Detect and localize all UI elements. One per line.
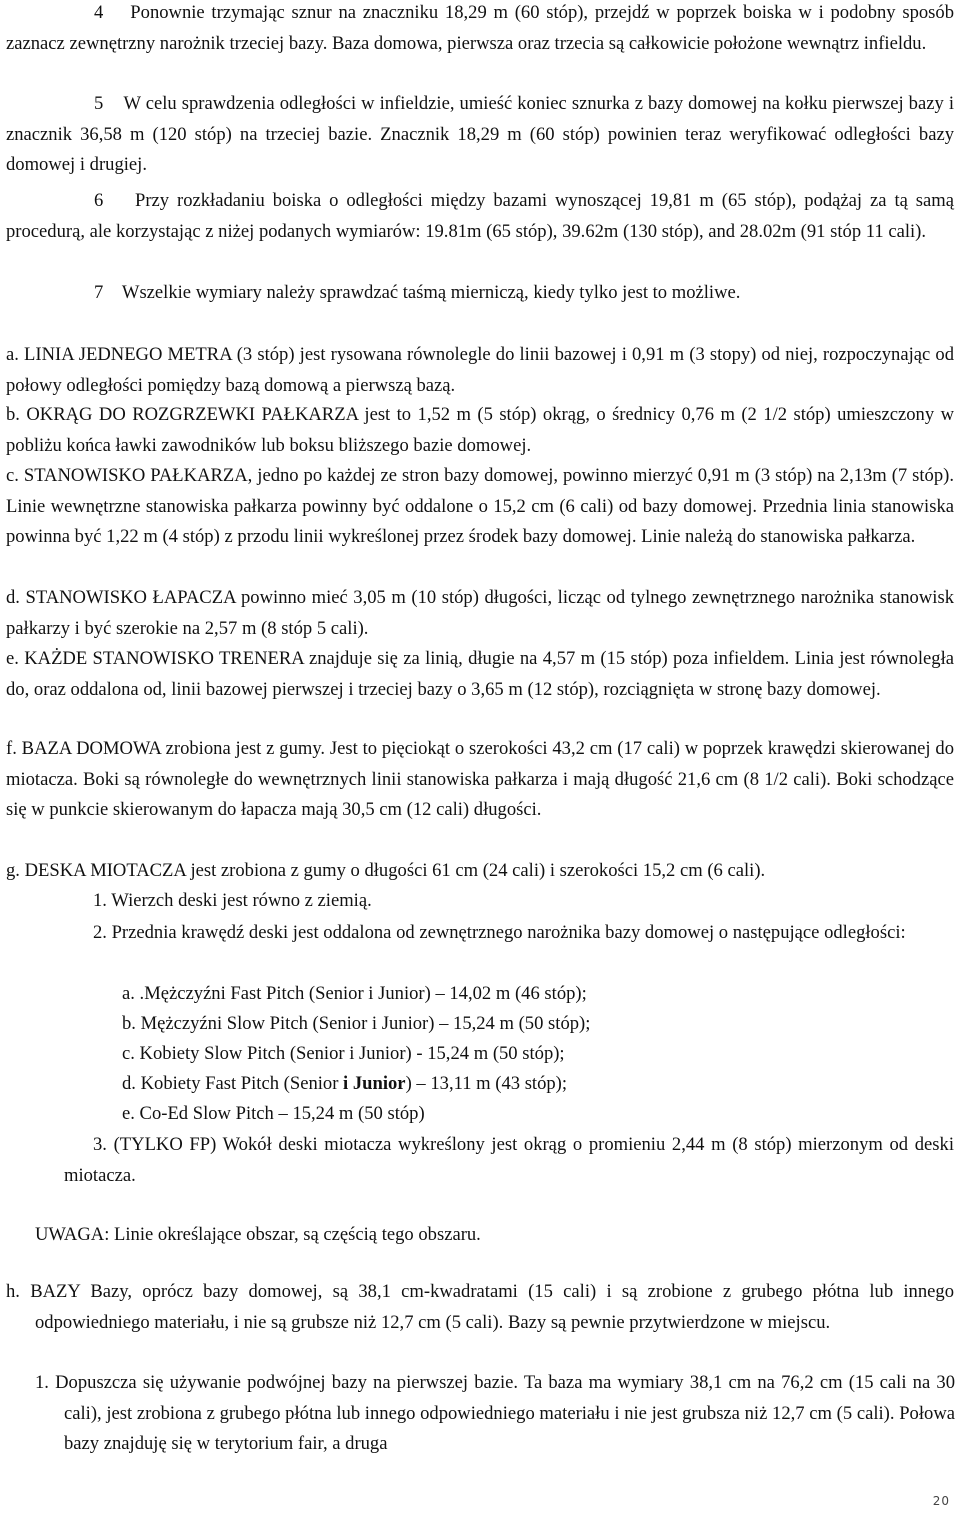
paragraph-step-4: 4 Ponownie trzymając sznur na znaczniku 18,29 m (60 stóp), przejdź w poprzek boiska w i podobny sposób zaznacz zewnętrzny narożnik trzeciej bazy. Baza domowa, pierwsza oraz trzecia są całkowicie położone wewnątrz infieldu. [6,2,954,54]
paragraph-g-2-d-end: ) – 13,11 m (43 stóp); [405,1073,568,1094]
paragraph-g-2-d-start: d. Kobiety Fast Pitch (Senior [122,1073,344,1094]
paragraph-h: h. BAZY Bazy, oprócz bazy domowej, są 38,1 cm-kwadratami (15 cali) i są zrobione z grubego płótna lub innego odpowiedniego materiału, i nie są grubsze niż 12,7 cm (5 cali). Bazy są pewnie przytwierdzone w miejscu. [6,1281,954,1333]
paragraph-e: e. KAŻDE STANOWISKO TRENERA znajduje się za linią, długie na 4,57 m (15 stóp) poza infieldem. Linia jest równoległa do, oraz oddalona od, linii bazowej pierwszej i trzeciej bazy o 3,65 m (12 stóp), rozciągnięta w stronę bazy domowej. [6,648,954,700]
paragraph-g-1: 1. Wierzch deski jest równo z ziemią. [93,890,372,911]
paragraph-c: c. STANOWISKO PAŁKARZA, jedno po każdej ze stron bazy domowej, powinno mierzyć 0,91 m (3 stóp) na 2,13m (7 stóp). Linie wewnętrzne stanowiska pałkarza powinny być oddalone o 15,2 cm (6 cali) od bazy domowej. Przednia linia stanowiska powinna być 1,22 m (4 stóp) z przodu linii wykreślonej przez środek bazy domowej. Linie należą do stanowiska pałkarza. [6,465,954,547]
paragraph-g-3: 3. (TYLKO FP) Wokół deski miotacza wykreślony jest okrąg o promieniu 2,44 m (8 stóp) mierzonym od deski miotacza. [64,1134,954,1186]
paragraph-h-1: 1. Dopuszcza się używanie podwójnej bazy na pierwszej bazie. Ta baza ma wymiary 38,1 cm na 76,2 cm (15 cali na 30 cali), jest zrobiona z grubego płótna lub innego odpowiedniego materiału i nie jest grubsza niż 12,7 cm (5 cali). Połowa bazy znajduję się w terytorium fair, a druga [35,1372,955,1454]
paragraph-a: a. LINIA JEDNEGO METRA (3 stóp) jest rysowana równolegle do linii bazowej i 0,91 m (3 stopy) od niej, rozpoczynając od połowy odległości pomiędzy bazą domową a pierwszą bazą. [6,344,954,396]
paragraph-g-2-d [122,1069,952,1100]
paragraph-g-2-a: a. .Mężczyźni Fast Pitch (Senior i Junior) – 14,02 m (46 stóp); [122,983,587,1004]
paragraph-step-6: 6 Przy rozkładaniu boiska o odległości między bazami wynoszącej 19,81 m (65 stóp), podążaj za tą samą procedurą, ale korzystając z niżej podanych wymiarów: 19.81m (65 stóp), 39.62m (130 stóp), and 28.02m (91 stóp 11 cali). [6,190,954,242]
paragraph-b: b. OKRĄG DO ROZGRZEWKI PAŁKARZA jest to 1,52 m (5 stóp) okrąg, o średnicy 0,76 m (2 1/2 stóp) umieszczony w pobliżu końca ławki zawodników lub boksu bliższego bazie domowej. [6,404,954,456]
paragraph-g-2-e: e. Co-Ed Slow Pitch – 15,24 m (50 stóp) [122,1103,425,1124]
paragraph-step-7: 7 Wszelkie wymiary należy sprawdzać taśmą mierniczą, kiedy tylko jest to możliwe. [94,282,741,303]
paragraph-g: g. DESKA MIOTACZA jest zrobiona z gumy o długości 61 cm (24 cali) i szerokości 15,2 cm (6 cali). [6,860,766,881]
note-uwaga: UWAGA: Linie określające obszar, są częścią tego obszaru. [35,1224,481,1245]
paragraph-g-2-c: c. Kobiety Slow Pitch (Senior i Junior) - 15,24 m (50 stóp); [122,1043,565,1064]
paragraph-g-2: 2. Przednia krawędź deski jest oddalona od zewnętrznego narożnika bazy domowej o następujące odległości: [93,922,906,943]
page-number: 20 [932,1494,950,1508]
paragraph-g-2-d-bold: i Junior [343,1073,406,1094]
paragraph-g-2-b: b. Mężczyźni Slow Pitch (Senior i Junior) – 15,24 m (50 stóp); [122,1013,591,1034]
paragraph-step-5: 5 W celu sprawdzenia odległości w infieldzie, umieść koniec sznurka z bazy domowej na kołku pierwszej bazy i znacznik 36,58 m (120 stóp) na trzeciej bazie. Znacznik 18,29 m (60 stóp) powinien teraz weryfikować odległości bazy domowej i drugiej. [6,93,954,175]
paragraph-f: f. BAZA DOMOWA zrobiona jest z gumy. Jest to pięciokąt o szerokości 43,2 cm (17 cali) w poprzek krawędzi skierowanej do miotacza. Boki są równoległe do wewnętrznych linii stanowiska pałkarza i mają długość 21,6 cm (8 1/2 cali). Boki schodzące się w punkcie skierowanym do łapacza mają 30,5 cm (12 cali) długości. [6,738,954,820]
paragraph-d: d. STANOWISKO ŁAPACZA powinno mieć 3,05 m (10 stóp) długości, licząc od tylnego zewnętrznego narożnika stanowisk pałkarzy i być szerokie na 2,57 m (8 stóp 5 cali). [6,587,954,639]
